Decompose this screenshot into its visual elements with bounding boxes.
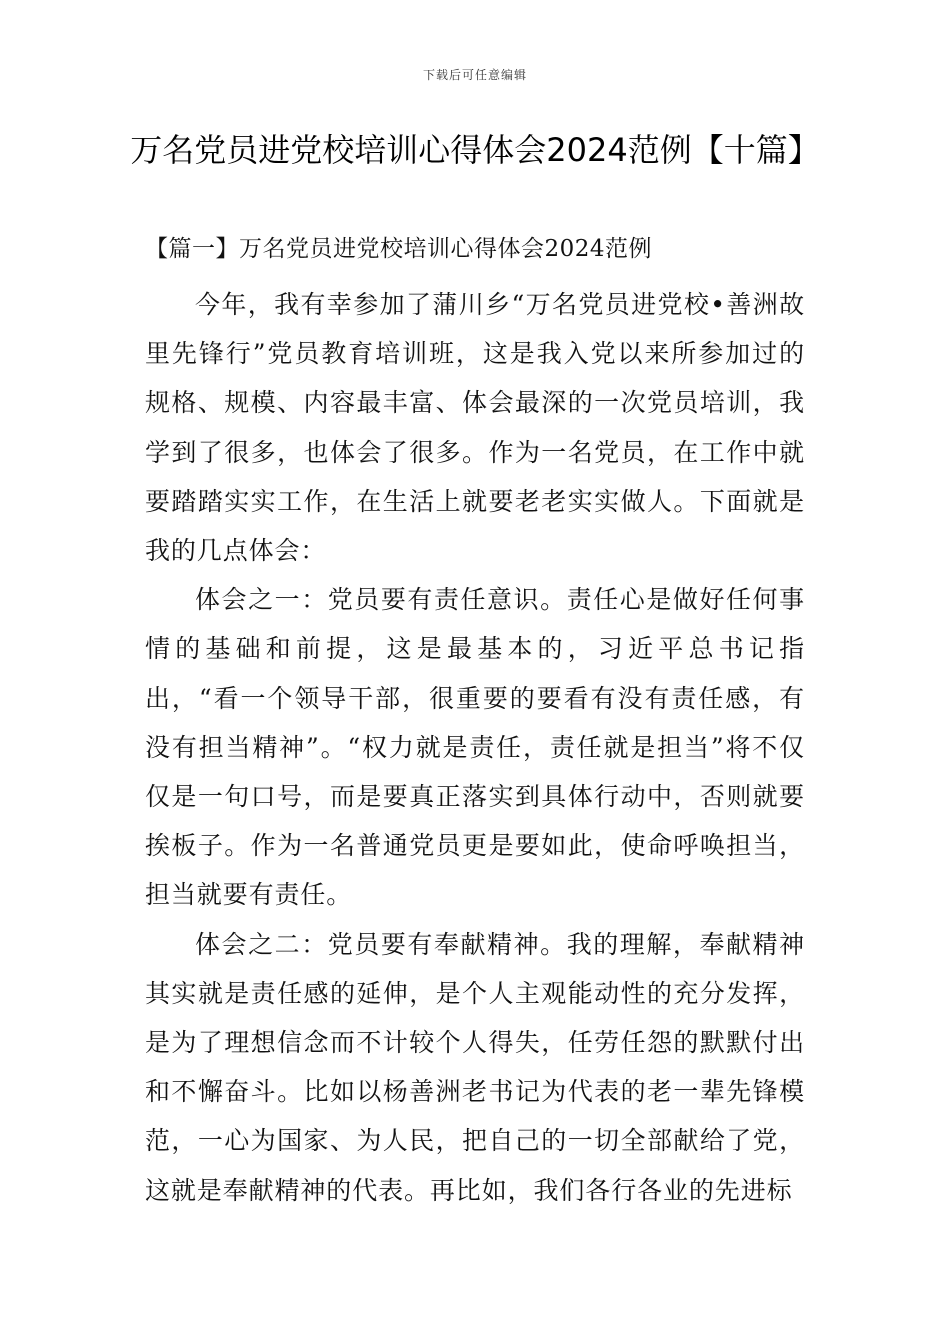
section-heading: 【篇一】万名党员进党校培训心得体会2024范例 [145,236,653,262]
paragraph-experience-two: 体会之二：党员要有奉献精神。我的理解，奉献精神其实就是责任感的延伸，是个人主观能动性的充分发挥，是为了理想信念而不计较个人得失，任劳任怨的默默付出和不懈奋斗。比如以杨善洲老书记为代表的老一辈先锋模范，一心为国家、为人民，把自己的一切全部献给了党，这就是奉献精神的代表。再比如，我们各行各业的先进标 [145,929,805,1205]
body-text [145,280,805,1215]
page-header-note: 下载后可任意编辑 [422,68,527,82]
paragraph-intro: 今年，我有幸参加了蒲川乡“万名党员进党校•善洲故里先锋行”党员教育培训班，这是我入党以来所参加过的规格、规模、内容最丰富、体会最深的一次党员培训，我学到了很多，也体会了很多。作为一名党员，在工作中就要踏踏实实工作，在生活上就要老老实实做人。下面就是我的几点体会： [145,290,805,566]
document-title: 万名党员进党校培训心得体会2024范例【十篇】 [130,131,820,169]
paragraph-experience-one: 体会之一：党员要有责任意识。责任心是做好任何事情的基础和前提，这是最基本的，习近平总书记指出，“看一个领导干部，很重要的要看有没有责任感，有没有担当精神”。“权力就是责任，责任就是担当”将不仅仅是一句口号，而是要真正落实到具体行动中，否则就要挨板子。作为一名普通党员更是要如此，使命呼唤担当，担当就要有责任。 [145,585,805,910]
